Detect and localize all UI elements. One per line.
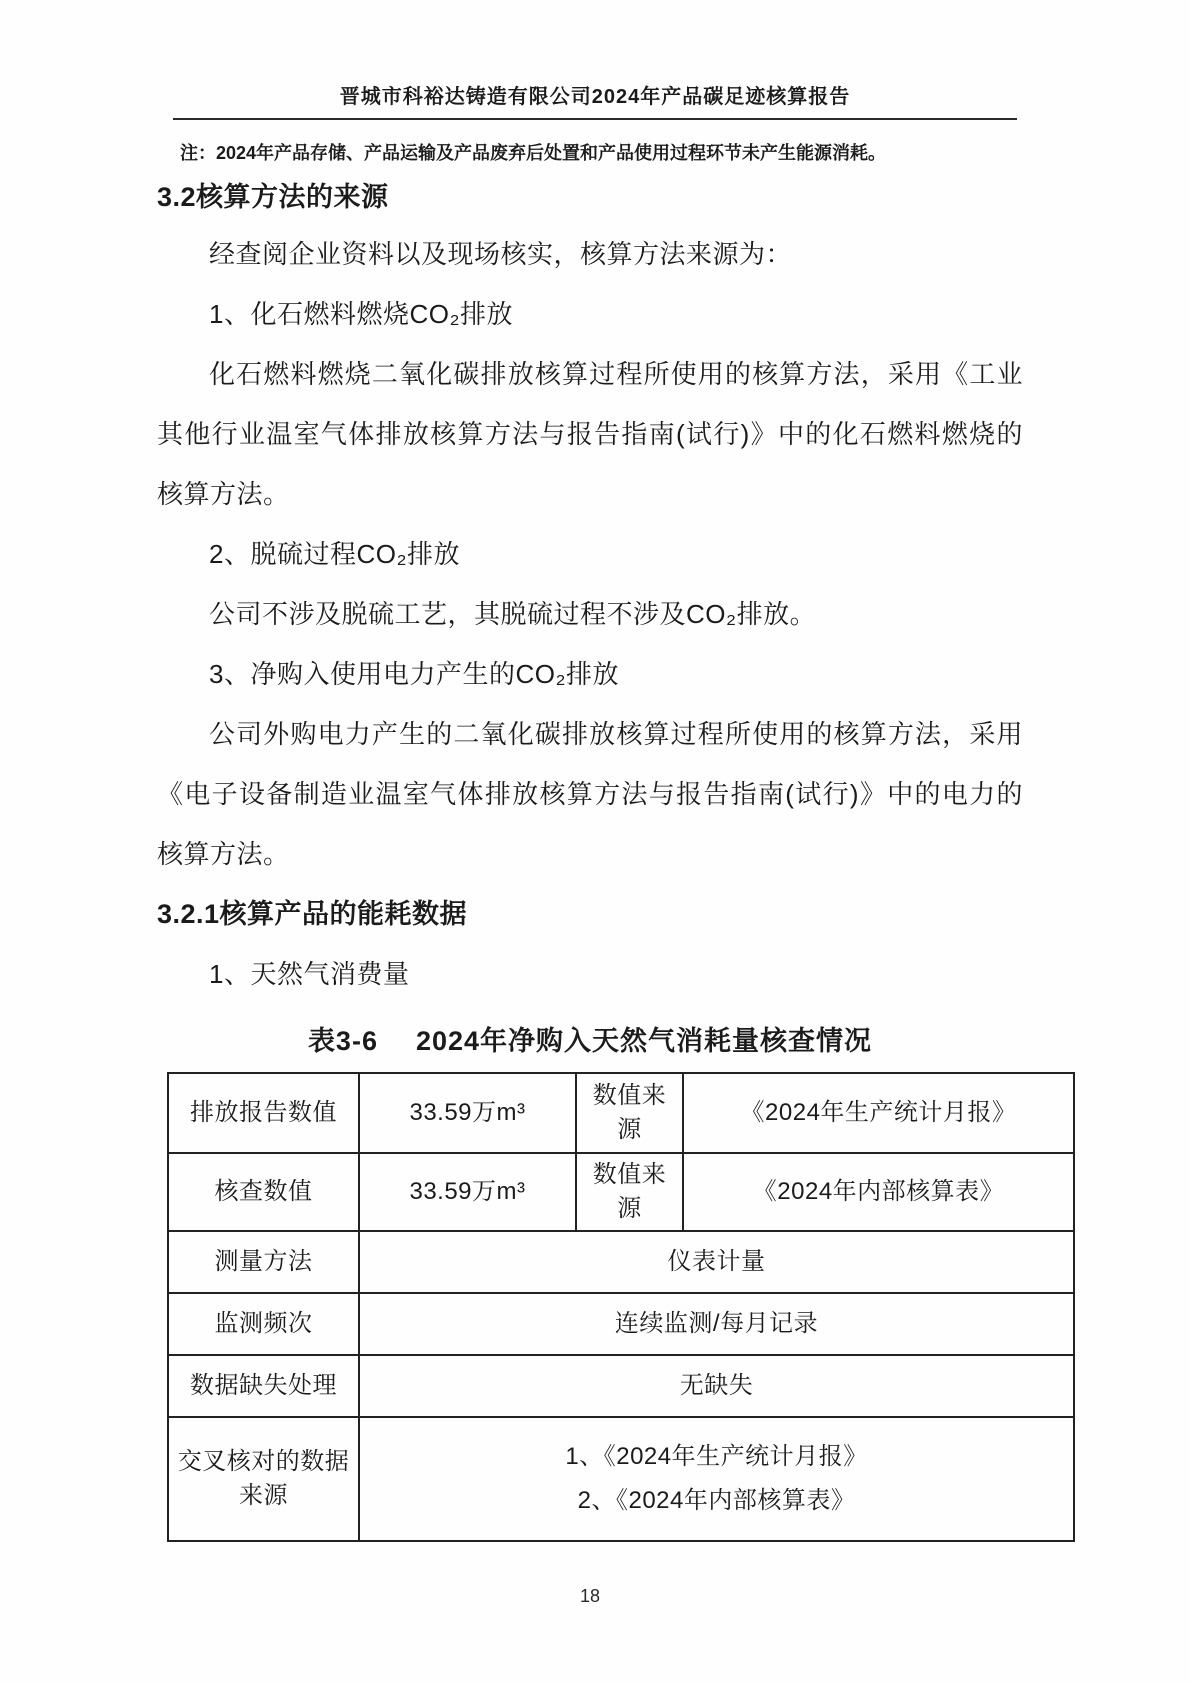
header-divider (173, 118, 1017, 120)
table-caption-title: 2024年净购入天然气消耗量核查情况 (415, 1026, 873, 1056)
list-item-natural-gas: 1、天然气消费量 (209, 959, 410, 989)
natural-gas-verification-table (167, 1072, 1075, 1542)
table-row-verified-value (168, 1153, 1074, 1231)
cell-monitoring-frequency-value: 连续监测/每月记录 (359, 1293, 1074, 1355)
cell-source-label: 数值来源 (576, 1073, 683, 1153)
note-text: 注：2024年产品存储、产品运输及产品废弃后处置和产品使用过程环节未产生能源消耗。 (180, 143, 887, 163)
cell-source-value: 《2024年生产统计月报》 (683, 1073, 1074, 1153)
cell-cross-check-label: 交叉核对的数据来源 (168, 1417, 359, 1541)
table-caption (157, 1014, 1023, 1068)
cell-monitoring-frequency-label: 监测频次 (168, 1293, 359, 1355)
cell-source-label: 数值来源 (576, 1153, 683, 1231)
cell-verified-value: 33.59万m³ (359, 1153, 576, 1231)
cell-measurement-method-value: 仪表计量 (359, 1231, 1074, 1293)
section-heading: 3.2核算方法的来源 (157, 182, 389, 212)
table-row-missing-data-handling (168, 1355, 1074, 1417)
cell-measurement-method-label: 测量方法 (168, 1231, 359, 1293)
page-header-title: 晋城市科裕达铸造有限公司2024年产品碳足迹核算报告 (339, 86, 851, 108)
table-row-monitoring-frequency (168, 1293, 1074, 1355)
page-number: 18 (579, 1586, 601, 1606)
list-item-fossil-fuel: 1、化石燃料燃烧CO₂排放 (209, 299, 514, 329)
table-caption-label: 表3-6 (307, 1026, 378, 1056)
paragraph-fossil-fuel-method: 化石燃料燃烧二氧化碳排放核算过程所使用的核算方法，采用《工业其他行业温室气体排放核算方法与报告指南(试行)》中的化石燃料燃烧的核算方法。 (157, 359, 1023, 509)
cell-source-value: 《2024年内部核算表》 (683, 1153, 1074, 1231)
subsection-heading: 3.2.1核算产品的能耗数据 (157, 899, 468, 929)
cell-missing-data-label: 数据缺失处理 (168, 1355, 359, 1417)
list-item-desulfurization: 2、脱硫过程CO₂排放 (209, 539, 461, 569)
cell-report-value: 33.59万m³ (359, 1073, 576, 1153)
table-row-measurement-method (168, 1231, 1074, 1293)
paragraph-intro: 经查阅企业资料以及现场核实，核算方法来源为： (209, 239, 793, 269)
cell-missing-data-value: 无缺失 (359, 1355, 1074, 1417)
cell-report-value-label: 排放报告数值 (168, 1073, 359, 1153)
table-row-cross-check-sources (168, 1417, 1074, 1541)
list-item-electricity: 3、净购入使用电力产生的CO₂排放 (209, 659, 620, 689)
table-row-report-value (168, 1073, 1074, 1153)
cross-check-source-1: 1、《2024年生产统计月报》 (565, 1443, 868, 1470)
document-body (157, 170, 1023, 1608)
paragraph-desulfurization: 公司不涉及脱硫工艺，其脱硫过程不涉及CO₂排放。 (209, 599, 817, 629)
cell-verified-value-label: 核查数值 (168, 1153, 359, 1231)
cross-check-source-2: 2、《2024年内部核算表》 (577, 1487, 856, 1514)
paragraph-electricity-method: 公司外购电力产生的二氧化碳排放核算过程所使用的核算方法，采用《电子设备制造业温室气体排放核算方法与报告指南(试行)》中的电力的核算方法。 (157, 719, 1023, 869)
cell-cross-check-value (359, 1417, 1074, 1541)
